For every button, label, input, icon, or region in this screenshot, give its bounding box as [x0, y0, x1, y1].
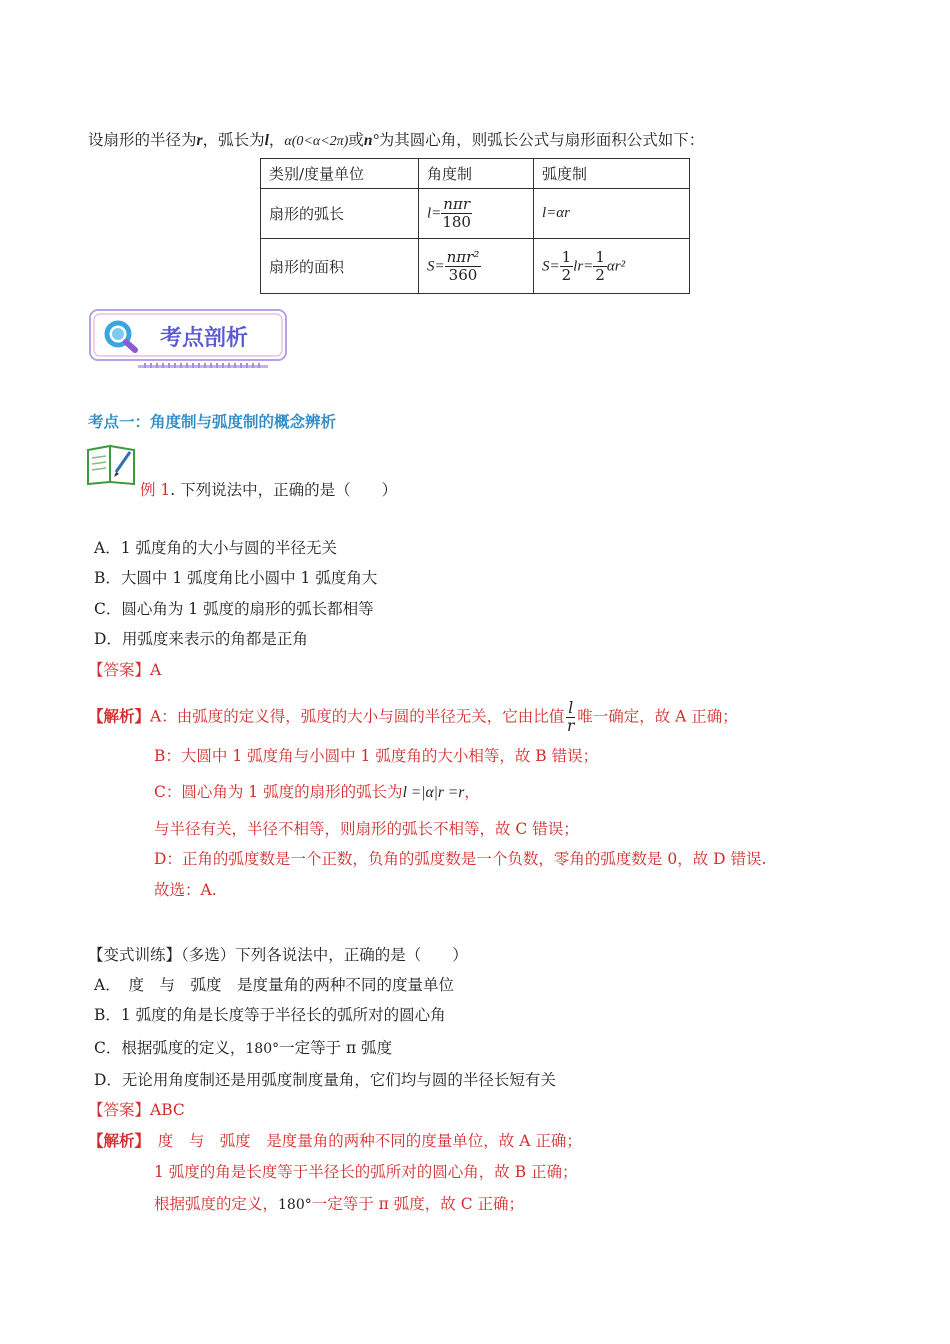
intro-r: r: [196, 132, 203, 149]
formula-table: [260, 158, 690, 294]
book-icon: [86, 442, 138, 486]
answer-text: 【答案】A: [88, 661, 162, 679]
example-label: 例 1: [140, 481, 171, 499]
table-cell-formula: S= $\frac{\text{nπr²}}{360}$: [419, 239, 534, 294]
intro-line: 设扇形的半径为r，弧长为l，α(0<α<2π)或n°为其圆心角，则弧长公式与扇形面积公式如下：: [88, 131, 705, 149]
table-header: 角度制: [419, 159, 534, 189]
analysis-line-b: B：大圆中 1 弧度角与小圆中 1 弧度角的大小相等，故 B 错误；: [154, 747, 599, 765]
intro-or: 或: [348, 131, 364, 149]
analysis-line-c2: 与半径有关，半径不相等，则扇形的弧长不相等，故 C 错误；: [154, 820, 579, 838]
intro-l: l: [264, 132, 269, 149]
table-cell-label: 扇形的弧长: [261, 189, 419, 239]
table-cell-formula: l= $\frac{\text{nπr}}{180}$: [419, 189, 534, 239]
variant-title: 【变式训练】（多选）下列各说法中，正确的是（ ）: [88, 946, 468, 964]
option-item: D．无论用角度制还是用弧度制度量角，它们均与圆的半径长短有关: [94, 1071, 556, 1089]
option-item: C．圆心角为 1 弧度的扇形的弧长都相等: [94, 600, 374, 618]
table-row: [261, 189, 690, 239]
intro-mid: ，弧长为: [202, 131, 265, 149]
section-banner: [88, 308, 288, 370]
option-item: A．1 弧度角的大小与圆的半径无关: [94, 539, 337, 557]
example-question: . 下列说法中，正确的是（ ）: [170, 481, 398, 499]
intro-n: n°: [363, 132, 379, 149]
option-item: D．用弧度来表示的角都是正角: [94, 630, 308, 648]
analysis-choice: 故选：A.: [154, 881, 217, 899]
section-title: 考点一：角度制与弧度制的概念辨析: [88, 412, 337, 431]
table-cell-formula: l=αr: [534, 189, 690, 239]
option-item: B．1 弧度的角是长度等于半径长的弧所对的圆心角: [94, 1006, 446, 1024]
table-header: 弧度制: [534, 159, 690, 189]
answer-text: 【答案】ABC: [88, 1101, 185, 1119]
variant-analysis-1: 【解析】 度 与 弧度 是度量角的两种不同的度量单位，故 A 正确；: [88, 1131, 582, 1150]
analysis-line-a: 【解析】A：由弧度的定义得，弧度的大小与圆的半径无关，它由比值 $\frac{l}{r}$ 唯一确定，故 A 正确；: [88, 699, 738, 735]
option-item: C．根据弧度的定义，180°一定等于 π 弧度: [94, 1039, 393, 1057]
table-header: 类别/度量单位: [261, 159, 419, 189]
search-icon: [102, 318, 142, 354]
example1-question: [140, 478, 397, 500]
intro-prefix: 设扇形的半径为: [88, 131, 197, 149]
option-item: A． 度 与 弧度 是度量角的两种不同的度量单位: [94, 976, 454, 994]
table-row: [261, 239, 690, 294]
table-header-row: [261, 159, 690, 189]
banner-title: 考点剖析: [160, 326, 249, 351]
table-cell-formula: S= $\frac{1}{2}$ lr= $\frac{1}{2}$ αr²: [534, 239, 690, 294]
option-item: B．大圆中 1 弧度角比小圆中 1 弧度角大: [94, 569, 378, 587]
variant-analysis-3: 根据弧度的定义，180°一定等于 π 弧度，故 C 正确；: [154, 1195, 525, 1213]
intro-suffix: 为其圆心角，则弧长公式与扇形面积公式如下：: [378, 131, 705, 149]
table-cell-label: 扇形的面积: [261, 239, 419, 294]
analysis-line-c: C：圆心角为 1 弧度的扇形的弧长为l =|α|r =r，: [154, 783, 480, 801]
intro-alpha: α(0<α<2π): [284, 134, 349, 149]
analysis-line-d: D：正角的弧度数是一个正数，负角的弧度数是一个负数，零角的弧度数是 0，故 D 错误.: [154, 850, 767, 868]
variant-analysis-2: 1 弧度的角是长度等于半径长的弧所对的圆心角，故 B 正确；: [154, 1163, 578, 1181]
